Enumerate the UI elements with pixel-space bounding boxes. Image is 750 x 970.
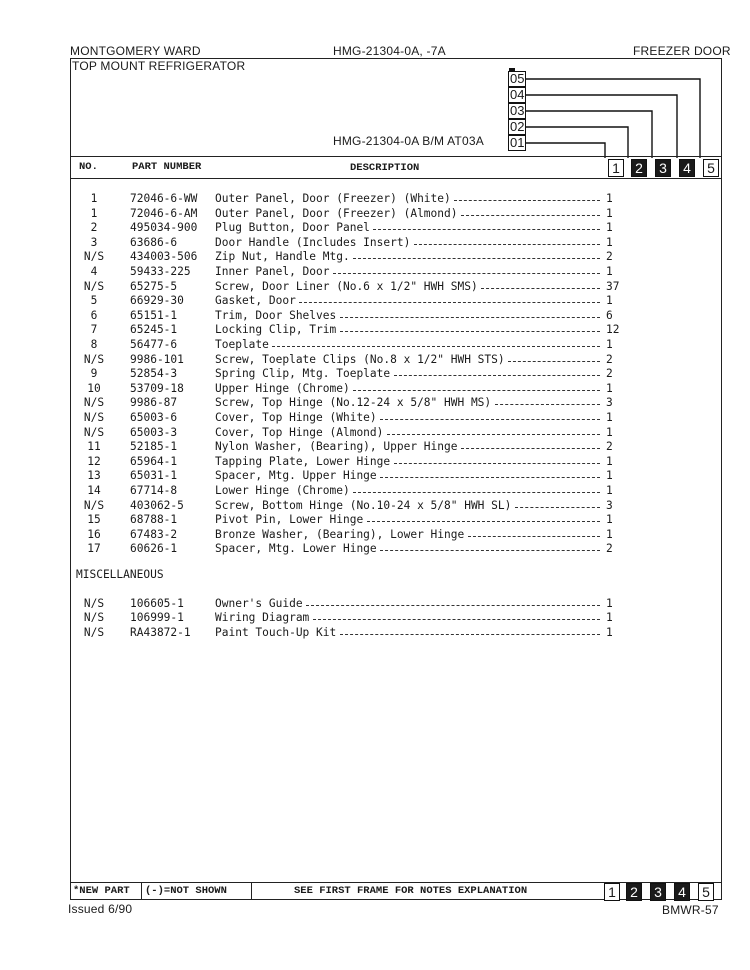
item-number: N/S <box>83 625 105 639</box>
part-number: 53709-18 <box>130 381 184 395</box>
item-number: 3 <box>90 235 98 249</box>
part-number: RA43872-1 <box>130 625 191 639</box>
leader-dashes <box>353 492 600 493</box>
part-description: Zip Nut, Handle Mtg. <box>215 250 350 264</box>
leader-dashes <box>461 448 600 449</box>
leader-dashes <box>353 390 600 391</box>
part-description: Screw, Toeplate Clips (No.8 x 1/2" HWH STS) <box>215 352 505 366</box>
footer-box-2: 2 <box>626 883 642 901</box>
quantity: 2 <box>606 367 613 381</box>
part-description: Toeplate <box>215 338 269 351</box>
table-row <box>0 469 750 483</box>
quantity: 1 <box>606 235 613 249</box>
part-number: 60626-1 <box>130 542 178 556</box>
leader-dashes <box>380 550 600 551</box>
part-description: Nylon Washer, (Bearing), Upper Hinge <box>215 440 458 454</box>
leader-dashes <box>380 477 600 478</box>
item-number: 1 <box>90 192 98 205</box>
part-number: 52854-3 <box>130 367 178 381</box>
leader-dashes <box>468 536 600 537</box>
item-number: N/S <box>83 352 105 366</box>
item-number: 17 <box>87 542 101 556</box>
table-row <box>0 396 750 410</box>
model-number: HMG-21304-0A, -7A <box>333 44 446 58</box>
table-row <box>0 411 750 425</box>
part-number: 63686-6 <box>130 235 178 249</box>
column-no: NO. <box>79 161 98 173</box>
leader-dashes <box>367 521 601 522</box>
part-description: Screw, Door Liner (No.6 x 1/2" HWH SMS) <box>215 279 478 293</box>
misc-heading: MISCELLANEOUS <box>76 568 164 581</box>
table-row <box>0 542 750 556</box>
version-box-01: 01 <box>510 135 525 150</box>
item-number: N/S <box>83 425 105 439</box>
item-number: N/S <box>83 611 105 625</box>
quantity: 1 <box>606 206 613 220</box>
table-row <box>0 513 750 527</box>
quantity: 1 <box>606 338 613 351</box>
part-description: Spacer, Mtg. Upper Hinge <box>215 469 377 483</box>
table-row <box>0 207 750 221</box>
brand-label: MONTGOMERY WARD <box>70 44 201 58</box>
version-box-05: 05 <box>510 71 525 86</box>
frame-box-5: 5 <box>703 159 719 177</box>
quantity: 1 <box>606 411 613 424</box>
part-number: 495034-900 <box>130 221 198 235</box>
new-part-legend: *NEW PART <box>70 882 142 900</box>
not-shown-legend: (-)=NOT SHOWN <box>142 882 252 900</box>
table-row <box>0 440 750 454</box>
part-number: 59433-225 <box>130 265 191 278</box>
footer-box-3: 3 <box>650 883 666 901</box>
part-number: 65003-3 <box>130 425 178 439</box>
item-number: 9 <box>90 367 98 381</box>
table-row <box>0 455 750 469</box>
part-number: 52185-1 <box>130 440 178 454</box>
part-description: Owner's Guide <box>215 597 303 610</box>
table-row <box>0 338 750 352</box>
item-number: 11 <box>87 440 101 454</box>
quantity: 2 <box>606 250 613 264</box>
table-row <box>0 367 750 381</box>
item-number: 6 <box>90 308 98 322</box>
issued-date: Issued 6/90 <box>68 902 133 916</box>
quantity: 1 <box>606 484 613 497</box>
table-row <box>0 499 750 513</box>
frame-box-3: 3 <box>655 159 671 177</box>
item-number: N/S <box>83 597 105 610</box>
leader-dashes <box>515 507 600 508</box>
quantity: 3 <box>606 396 613 410</box>
part-description: Outer Panel, Door (Freezer) (White) <box>215 192 451 205</box>
part-description: Screw, Bottom Hinge (No.10-24 x 5/8" HWH SL) <box>215 498 512 512</box>
product-label: TOP MOUNT REFRIGERATOR <box>72 59 246 73</box>
leader-dashes <box>481 288 600 289</box>
table-row <box>0 353 750 367</box>
frame-box-2: 2 <box>631 159 647 177</box>
part-description: Lower Hinge (Chrome) <box>215 484 350 497</box>
part-number: 65031-1 <box>130 469 178 483</box>
part-number: 65245-1 <box>130 323 178 337</box>
leader-dashes <box>306 605 600 606</box>
quantity: 3 <box>606 498 613 512</box>
notes-legend: SEE FIRST FRAME FOR NOTES EXPLANATION <box>294 885 528 897</box>
leader-dashes <box>461 215 600 216</box>
quantity: 1 <box>606 221 613 235</box>
item-number: 13 <box>87 469 101 483</box>
quantity: 1 <box>606 265 613 278</box>
leader-dashes <box>495 404 600 405</box>
part-description: Screw, Top Hinge (No.12-24 x 5/8" HWH MS) <box>215 396 492 410</box>
leader-dashes <box>508 361 600 362</box>
leader-dashes <box>414 244 600 245</box>
part-description: Cover, Top Hinge (Almond) <box>215 425 384 439</box>
part-number: 9986-87 <box>130 396 178 410</box>
quantity: 1 <box>606 597 613 610</box>
quantity: 1 <box>606 611 613 625</box>
leader-dashes <box>340 317 601 318</box>
part-description: Gasket, Door <box>215 294 296 308</box>
column-description: DESCRIPTION <box>350 162 420 174</box>
part-description: Upper Hinge (Chrome) <box>215 381 350 395</box>
section-title: FREEZER DOOR <box>633 44 731 58</box>
leader-dashes <box>353 258 600 259</box>
header-top-rule <box>70 156 722 157</box>
quantity: 2 <box>606 542 613 556</box>
item-number: 4 <box>90 265 98 278</box>
quantity: 1 <box>606 513 613 527</box>
header-bottom-rule <box>70 178 722 179</box>
quantity: 2 <box>606 440 613 454</box>
item-number: N/S <box>83 396 105 410</box>
part-number: 67714-8 <box>130 484 178 497</box>
table-row <box>0 484 750 498</box>
quantity: 12 <box>606 323 620 337</box>
part-description: Inner Panel, Door <box>215 265 330 278</box>
part-description: Pivot Pin, Lower Hinge <box>215 513 364 527</box>
item-number: 14 <box>87 484 101 497</box>
part-description: Spring Clip, Mtg. Toeplate <box>215 367 391 381</box>
part-number: 434003-506 <box>130 250 198 264</box>
part-number: 106999-1 <box>130 611 184 625</box>
leader-dashes <box>272 346 600 347</box>
part-description: Wiring Diagram <box>215 611 310 625</box>
item-number: N/S <box>83 279 105 293</box>
table-row <box>0 280 750 294</box>
item-number: 7 <box>90 323 98 337</box>
part-number: 68788-1 <box>130 513 178 527</box>
table-row <box>0 323 750 337</box>
table-row <box>0 192 750 206</box>
quantity: 37 <box>606 279 620 293</box>
part-number: 65151-1 <box>130 308 178 322</box>
quantity: 6 <box>606 308 613 322</box>
footer-box-1: 1 <box>604 883 620 901</box>
leader-dashes <box>380 419 600 420</box>
column-part-number: PART NUMBER <box>132 161 202 173</box>
leader-dashes <box>340 634 601 635</box>
item-number: 10 <box>87 381 101 395</box>
quantity: 1 <box>606 381 613 395</box>
version-box-03: 03 <box>510 103 525 118</box>
item-number: 12 <box>87 454 101 468</box>
quantity: 1 <box>606 294 613 308</box>
part-description: Tapping Plate, Lower Hinge <box>215 454 391 468</box>
part-number: 65003-6 <box>130 411 178 424</box>
part-description: Door Handle (Includes Insert) <box>215 235 411 249</box>
part-number: 65964-1 <box>130 454 178 468</box>
footer-box-4: 4 <box>674 883 690 901</box>
table-row <box>0 597 750 611</box>
item-number: 2 <box>90 221 98 235</box>
footer-box-5: 5 <box>698 883 714 901</box>
item-number: 8 <box>90 338 98 351</box>
table-row <box>0 611 750 625</box>
leader-dashes <box>299 302 600 303</box>
leader-dashes <box>454 200 600 201</box>
bom-label: HMG-21304-0A B/M AT03A <box>333 134 484 148</box>
part-description: Paint Touch-Up Kit <box>215 625 337 639</box>
table-row <box>0 528 750 542</box>
version-box-02: 02 <box>510 119 525 134</box>
table-row <box>0 294 750 308</box>
quantity: 1 <box>606 527 613 541</box>
quantity: 1 <box>606 469 613 483</box>
part-description: Outer Panel, Door (Freezer) (Almond) <box>215 206 458 220</box>
quantity: 2 <box>606 352 613 366</box>
item-number: 1 <box>90 206 98 220</box>
version-box-04: 04 <box>510 87 525 102</box>
part-description: Cover, Top Hinge (White) <box>215 411 377 424</box>
frame-box-1: 1 <box>608 159 624 177</box>
part-description: Trim, Door Shelves <box>215 308 337 322</box>
item-number: N/S <box>83 498 105 512</box>
leader-dashes <box>373 229 600 230</box>
table-row <box>0 382 750 396</box>
table-row <box>0 426 750 440</box>
table-row <box>0 309 750 323</box>
leader-dashes <box>394 463 601 464</box>
item-number: 16 <box>87 527 101 541</box>
table-row <box>0 221 750 235</box>
item-number: 15 <box>87 513 101 527</box>
document-code: BMWR-57 <box>662 903 719 917</box>
part-number: 56477-6 <box>130 338 178 351</box>
table-row <box>0 236 750 250</box>
leader-dashes <box>387 434 600 435</box>
table-row <box>0 265 750 279</box>
item-number: 5 <box>90 294 98 308</box>
table-row <box>0 250 750 264</box>
part-number: 72046-6-WW <box>130 192 198 205</box>
part-number: 9986-101 <box>130 352 184 366</box>
leader-dashes <box>340 331 601 332</box>
part-description: Plug Button, Door Panel <box>215 221 370 235</box>
quantity: 1 <box>606 192 613 205</box>
quantity: 1 <box>606 454 613 468</box>
leader-dashes <box>313 619 601 620</box>
leader-dashes <box>394 375 601 376</box>
frame-box-4: 4 <box>679 159 695 177</box>
leader-dashes <box>333 273 600 274</box>
part-description: Spacer, Mtg. Lower Hinge <box>215 542 377 556</box>
table-row <box>0 626 750 640</box>
item-number: N/S <box>83 250 105 264</box>
part-description: Locking Clip, Trim <box>215 323 337 337</box>
quantity: 1 <box>606 425 613 439</box>
part-number: 106605-1 <box>130 597 184 610</box>
part-number: 66929-30 <box>130 294 184 308</box>
part-number: 403062-5 <box>130 498 184 512</box>
part-number: 65275-5 <box>130 279 178 293</box>
part-number: 67483-2 <box>130 527 178 541</box>
part-number: 72046-6-AM <box>130 206 198 220</box>
part-description: Bronze Washer, (Bearing), Lower Hinge <box>215 527 465 541</box>
item-number: N/S <box>83 411 105 424</box>
quantity: 1 <box>606 625 613 639</box>
